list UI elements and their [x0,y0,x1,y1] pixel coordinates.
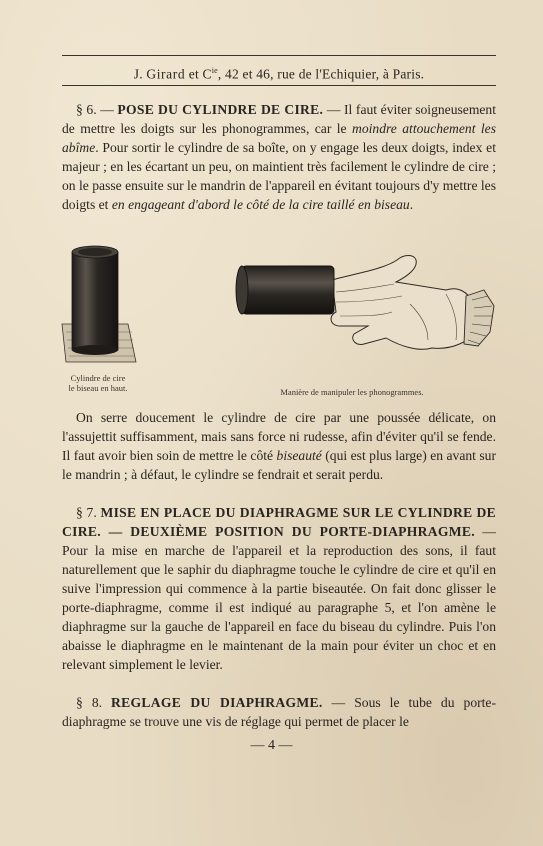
section-8-title: REGLAGE DU DIAPHRAGME. [111,695,323,710]
paragraph-handling-italic: biseauté [276,448,322,463]
section-6-text-b: . Pour sortir le cylindre de sa boîte, on y engage les deux doigts, index et majeur ; en les écartant un peu, on maintient très facilement le cylindre de cire ; on le passe ensuite sur le mandrin de l'appareil en évitant toujours d'y mettre les doigts et [62,140,496,212]
header-rule-bottom [62,85,496,86]
paragraph-handling [62,408,496,484]
section-7 [62,503,496,674]
section-7-title: MISE EN PLACE DU DIAPHRAGME SUR LE CYLINDRE DE CIRE. — DEUXIÈME POSITION DU PORTE-DIAPHRAGME. [62,505,497,539]
caption-cylinder [52,373,144,393]
caption-cylinder-line-1: Cylindre de cire [70,373,126,383]
page-number: — 4 — [250,738,293,753]
hand-holding-cylinder-illustration [232,246,496,374]
running-header [62,60,496,82]
cylinder-illustration [58,242,138,370]
caption-cylinder-line-2: le biseau en haut. [68,383,128,393]
section-6-text-a: — Il faut éviter soigneusement de mettre les doigts sur les phonogrammes, car le [62,102,496,136]
header-address: , 42 et 46, rue de l'Echiquier, à Paris. [217,66,425,82]
header-et: et C [185,66,212,82]
paragraph-handling-text-a: On serre doucement le cylindre de cire par une poussée délicate, on l'assujettit suffisamment, mais sans force ni rudesse, afin d'éviter qu'il se fende. Il faut avoir bien soin de mettre le côté [62,410,496,463]
section-7-number: § 7. [76,505,101,520]
section-6-italic-b: en engageant d'abord le côté de la cire taillé en biseau [111,197,410,212]
header-prefix: J. [133,66,147,82]
section-8-number: § 8. [76,695,112,710]
section-7-text: — Pour la mise en marche de l'appareil et la reproduction des sons, il faut naturellement que le saphir du diaphragme touche le cylindre de cire et qu'il en suive l'impression qui commence à la partie biseautée. On fait donc glisser le porte-diaphragme, comme il est indiqué au paragraphe 5, et l'on amène le diaphragme sur la gauche de l'appareil en face du biseau du cylindre. Puis l'on abaisse le diaphragme en le maintenant de la main pour éviter un choc et en relevant simplement le levier. [62,524,496,672]
header-sup: ie [211,66,218,75]
header-rule-top [62,55,496,56]
section-8-text: — Sous le tube du porte-diaphragme se trouve une vis de réglage qui permet de placer le [62,695,496,729]
header-publisher: Girard [146,66,186,82]
paragraph-handling-text-b: (qui est plus large) en avant sur le mandrin ; à défaut, le cylindre se fendrait et serait perdu. [62,448,496,482]
section-6-number: § 6. — [76,102,118,117]
section-6 [62,100,496,214]
section-6-text-c: . [409,197,414,212]
section-6-italic-a: moindre attouchement les abîme [62,121,496,155]
section-8 [62,693,496,731]
section-6-title: POSE DU CYLINDRE DE CIRE. [117,102,324,117]
caption-hand: Manière de manipuler les phonogrammes. [280,387,424,397]
